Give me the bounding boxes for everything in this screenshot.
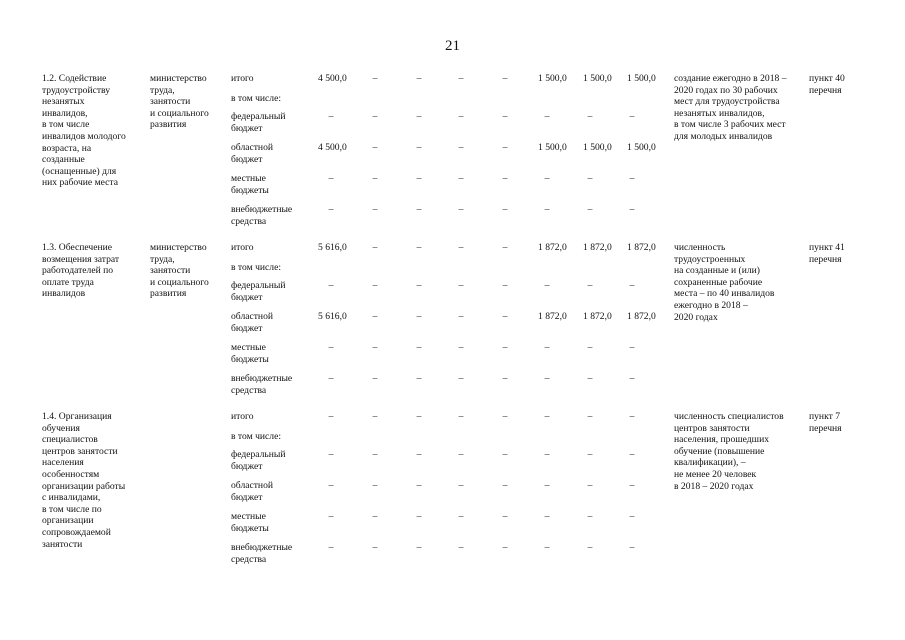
empty-value-dash: – [502, 204, 508, 215]
year-amount-y2020: 1 500,0 [627, 73, 656, 84]
empty-value-dash: – [328, 204, 334, 215]
empty-value-dash: – [587, 280, 593, 291]
empty-value-dash: – [328, 173, 334, 184]
empty-value-dash: – [372, 449, 378, 460]
empty-value-dash: – [372, 342, 378, 353]
empty-value-dash: – [502, 111, 508, 122]
empty-value-dash: – [458, 449, 464, 460]
empty-value-dash: – [629, 111, 635, 122]
empty-value-dash: – [587, 542, 593, 553]
empty-value-dash: – [328, 449, 334, 460]
empty-value-dash: – [416, 411, 422, 422]
funding-source-label: местные бюджеты [231, 511, 269, 534]
empty-value-dash: – [502, 342, 508, 353]
empty-value-dash: – [629, 173, 635, 184]
year-amount-y2018: 1 500,0 [538, 142, 567, 153]
empty-value-dash: – [587, 411, 593, 422]
total-amount: 4 500,0 [318, 73, 347, 84]
year-amount-y2020: 1 500,0 [627, 142, 656, 153]
expected-result: численность специалистов центров занятости населения, прошедших обучение (повышение квалификации), – не менее 20 человек в 2018 – 2020 годах [674, 411, 784, 492]
empty-value-dash: – [544, 373, 550, 384]
empty-value-dash: – [416, 311, 422, 322]
year-amount-y2019: 1 500,0 [583, 142, 612, 153]
empty-value-dash: – [458, 73, 464, 84]
empty-value-dash: – [458, 242, 464, 253]
empty-value-dash: – [416, 73, 422, 84]
empty-value-dash: – [328, 373, 334, 384]
funding-source-label: федеральный бюджет [231, 111, 286, 134]
empty-value-dash: – [629, 480, 635, 491]
year-amount-y2020: 1 872,0 [627, 242, 656, 253]
empty-value-dash: – [458, 480, 464, 491]
empty-value-dash: – [372, 242, 378, 253]
empty-value-dash: – [372, 480, 378, 491]
empty-value-dash: – [328, 280, 334, 291]
empty-value-dash: – [502, 480, 508, 491]
expected-result: создание ежегодно в 2018 – 2020 годах по 30 рабочих мест для трудоустройства незанятых инвалидов, в том числе 3 рабочих мест для молодых инвалидов [674, 73, 787, 142]
executor: министерство труда, занятости и социального развития [150, 73, 209, 131]
expected-result: численность трудоустроенных на созданные и (или) сохраненные рабочие места – по 40 инвалидов ежегодно в 2018 – 2020 годах [674, 242, 775, 323]
empty-value-dash: – [458, 142, 464, 153]
empty-value-dash: – [416, 204, 422, 215]
funding-source-label: местные бюджеты [231, 342, 269, 365]
empty-value-dash: – [587, 173, 593, 184]
measure-title: 1.4. Организация обучения специалистов центров занятости населения особенностям организации работы с инвалидами, в том числе по организации сопровождаемой занятости [42, 411, 126, 550]
empty-value-dash: – [372, 204, 378, 215]
empty-value-dash: – [372, 373, 378, 384]
empty-value-dash: – [502, 73, 508, 84]
empty-value-dash: – [629, 280, 635, 291]
empty-value-dash: – [416, 342, 422, 353]
empty-value-dash: – [328, 542, 334, 553]
funding-source-label: итого [231, 411, 254, 422]
funding-source-label: местные бюджеты [231, 173, 269, 196]
empty-value-dash: – [372, 542, 378, 553]
empty-value-dash: – [458, 411, 464, 422]
total-amount: 4 500,0 [318, 142, 347, 153]
empty-value-dash: – [502, 449, 508, 460]
funding-source-label: областной бюджет [231, 142, 274, 165]
measure-title: 1.2. Содействие трудоустройству незанятых инвалидов, в том числе инвалидов молодого возраста, на созданные (оснащенные) для них рабочие места [42, 73, 126, 189]
empty-value-dash: – [587, 111, 593, 122]
empty-value-dash: – [372, 511, 378, 522]
total-amount: 5 616,0 [318, 311, 347, 322]
empty-value-dash: – [458, 204, 464, 215]
funding-source-label: итого [231, 73, 254, 84]
empty-value-dash: – [544, 449, 550, 460]
empty-value-dash: – [544, 411, 550, 422]
year-amount-y2018: 1 500,0 [538, 73, 567, 84]
empty-value-dash: – [502, 373, 508, 384]
empty-value-dash: – [502, 511, 508, 522]
list-reference: пункт 41 перечня [809, 242, 845, 265]
empty-value-dash: – [372, 111, 378, 122]
empty-value-dash: – [629, 411, 635, 422]
empty-value-dash: – [458, 111, 464, 122]
year-amount-y2020: 1 872,0 [627, 311, 656, 322]
empty-value-dash: – [502, 542, 508, 553]
empty-value-dash: – [502, 311, 508, 322]
empty-value-dash: – [416, 280, 422, 291]
empty-value-dash: – [502, 173, 508, 184]
funding-source-label: итого [231, 242, 254, 253]
empty-value-dash: – [458, 311, 464, 322]
empty-value-dash: – [458, 342, 464, 353]
empty-value-dash: – [587, 204, 593, 215]
empty-value-dash: – [416, 373, 422, 384]
empty-value-dash: – [372, 411, 378, 422]
year-amount-y2019: 1 872,0 [583, 242, 612, 253]
empty-value-dash: – [416, 173, 422, 184]
empty-value-dash: – [416, 480, 422, 491]
empty-value-dash: – [544, 342, 550, 353]
empty-value-dash: – [328, 342, 334, 353]
empty-value-dash: – [328, 411, 334, 422]
empty-value-dash: – [416, 511, 422, 522]
empty-value-dash: – [544, 280, 550, 291]
year-amount-y2019: 1 872,0 [583, 311, 612, 322]
empty-value-dash: – [328, 111, 334, 122]
empty-value-dash: – [372, 173, 378, 184]
funding-source-label: внебюджетные средства [231, 542, 293, 565]
empty-value-dash: – [587, 511, 593, 522]
funding-source-label: областной бюджет [231, 311, 274, 334]
empty-value-dash: – [587, 373, 593, 384]
year-amount-y2018: 1 872,0 [538, 242, 567, 253]
empty-value-dash: – [629, 542, 635, 553]
empty-value-dash: – [629, 373, 635, 384]
empty-value-dash: – [458, 373, 464, 384]
empty-value-dash: – [458, 542, 464, 553]
executor: министерство труда, занятости и социального развития [150, 242, 209, 300]
empty-value-dash: – [587, 480, 593, 491]
empty-value-dash: – [416, 242, 422, 253]
empty-value-dash: – [544, 204, 550, 215]
empty-value-dash: – [629, 511, 635, 522]
measure-title: 1.3. Обеспечение возмещения затрат работодателей по оплате труда инвалидов [42, 242, 120, 300]
empty-value-dash: – [544, 173, 550, 184]
empty-value-dash: – [458, 511, 464, 522]
funding-source-label: в том числе: [231, 431, 282, 442]
empty-value-dash: – [544, 480, 550, 491]
empty-value-dash: – [629, 342, 635, 353]
empty-value-dash: – [502, 411, 508, 422]
empty-value-dash: – [629, 449, 635, 460]
funding-source-label: федеральный бюджет [231, 280, 286, 303]
empty-value-dash: – [544, 542, 550, 553]
funding-source-label: внебюджетные средства [231, 373, 293, 396]
empty-value-dash: – [372, 280, 378, 291]
empty-value-dash: – [372, 311, 378, 322]
empty-value-dash: – [587, 342, 593, 353]
empty-value-dash: – [328, 511, 334, 522]
empty-value-dash: – [372, 142, 378, 153]
funding-source-label: федеральный бюджет [231, 449, 286, 472]
empty-value-dash: – [416, 542, 422, 553]
empty-value-dash: – [502, 142, 508, 153]
empty-value-dash: – [416, 111, 422, 122]
empty-value-dash: – [502, 280, 508, 291]
empty-value-dash: – [502, 242, 508, 253]
funding-source-label: в том числе: [231, 93, 282, 104]
empty-value-dash: – [372, 73, 378, 84]
empty-value-dash: – [328, 480, 334, 491]
empty-value-dash: – [458, 280, 464, 291]
empty-value-dash: – [544, 111, 550, 122]
empty-value-dash: – [416, 449, 422, 460]
empty-value-dash: – [629, 204, 635, 215]
empty-value-dash: – [587, 449, 593, 460]
empty-value-dash: – [458, 173, 464, 184]
page-number: 21 [445, 38, 460, 54]
list-reference: пункт 40 перечня [809, 73, 845, 96]
funding-source-label: в том числе: [231, 262, 282, 273]
empty-value-dash: – [416, 142, 422, 153]
year-amount-y2018: 1 872,0 [538, 311, 567, 322]
list-reference: пункт 7 перечня [809, 411, 842, 434]
empty-value-dash: – [544, 511, 550, 522]
year-amount-y2019: 1 500,0 [583, 73, 612, 84]
funding-source-label: внебюджетные средства [231, 204, 293, 227]
funding-source-label: областной бюджет [231, 480, 274, 503]
total-amount: 5 616,0 [318, 242, 347, 253]
